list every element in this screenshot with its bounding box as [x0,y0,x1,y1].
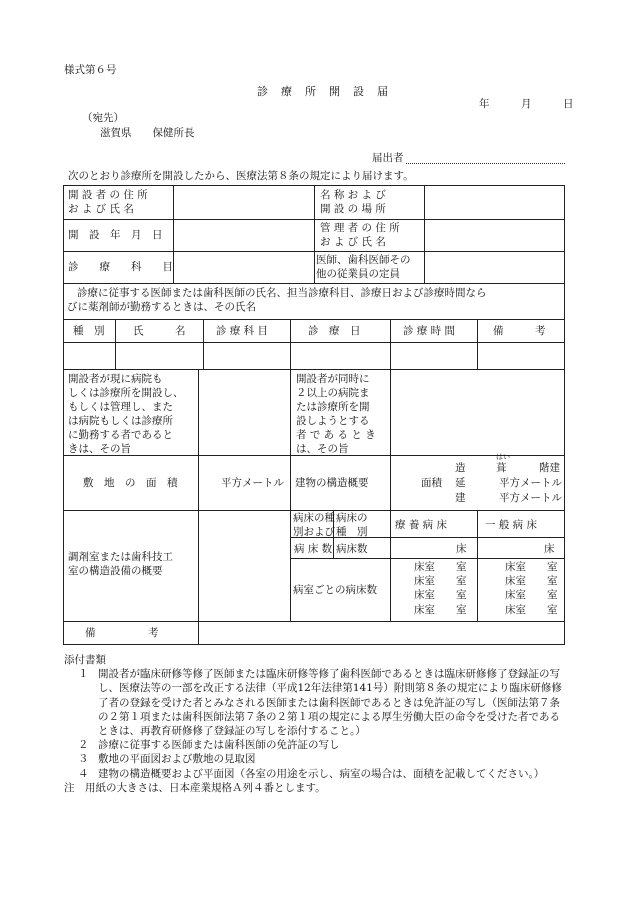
remarks-field[interactable] [199,622,563,643]
staff-row[interactable] [64,343,564,368]
land-area-unit: 平方メートル [221,477,284,489]
departments-field[interactable] [174,252,313,282]
attachment-item: ３ 敷地の平面図および敷地の見取図 [78,753,256,766]
bed-type-label: 病床の種 別および [293,512,335,538]
clinic-name-label: 名 称 お よ び 開 設 の 場 所 [320,189,386,215]
room-bed-label: 病室ごとの病床数 [293,584,377,596]
ippan-bed-label: 一 般 病 床 [485,519,538,531]
attachments-section [64,653,569,795]
manager-address-label: 管 理 者 の 住 所 お よ び 氏 名 [320,222,400,248]
col-type: 種 別 [73,325,105,337]
lab-structure-label: 調剤室または歯科技工 室の構造設備の概要 [68,551,173,577]
attachments-heading: 添付書類 [64,654,106,666]
structure-kai: 階建 [539,462,560,474]
submitter-label: 届出者 [372,152,404,164]
bed-type-label-2: 病床の 種 別 [336,512,368,538]
structure-area: 面積 [421,477,442,489]
building-structure-label: 建物の構造概要 [295,477,369,489]
land-area-label: 敷 地 の 面 積 [83,477,178,489]
clinic-name-field[interactable] [425,186,563,218]
lab-structure-field[interactable] [199,511,289,620]
form-number: 様式第６号 [64,64,117,76]
attachment-item: ２ 診療に従事する医師または歯科医師の免許証の写し [78,739,340,752]
ryoyo-room-lines: 床室 室 床室 室 床室 室 床室 室 [414,561,467,616]
attachment-item: １ 開設者が臨床研修等修了医師または臨床研修等修了歯科医師であるときは臨床研修修了登録証の写し、医療法等の一部を改正する法律（平成12年法律第141号）附則第８条の規定により臨床研修修了者の登録を受けた者とみなされる医師または歯科医師であるときは免許証の写し（医師法第７条の２第１項または歯科医師法第７条の２第１項の規定による厚生労働大臣の命令を受けた者であるときは、再教育研修修了登録証の写しを添付すること。） [78,668,562,738]
structure-zou: 造 [455,462,466,474]
structure-furigana: はい [496,453,510,461]
addressee: 滋賀県 保健所長 [100,127,195,139]
staff-note: 診療に従事する医師または歯科医師の氏名、担当診療科目、診療日および診療時間なら びに薬剤師が勤務するときは、その氏名 [67,287,487,313]
remarks-label: 備 考 [85,627,159,639]
departments-label: 診 療 科 目 [68,261,173,273]
structure-ki: 葺 [496,462,507,474]
col-name: 氏 名 [133,325,186,337]
founder-address-field[interactable] [174,186,313,218]
structure-ken: 建 [455,492,466,504]
ryoyo-bed-unit: 床 [456,543,467,555]
open-date-label: 開 設 年 月 日 [68,229,163,241]
bed-count-label: 病 床 数 [294,543,333,555]
structure-nobe: 延 [455,477,466,489]
submitter-field[interactable] [406,162,565,164]
founder-other-facility-label: 開設者が現に病院も しくは診療所を開設し、 もしくは管理し、また は病院もしくは診療所 に勤務する者であると きは、その旨 [68,373,184,455]
multiple-facility-label: 開設者が同時に ２以上の病院ま たは診療所を開 設しようとする 者 で あ る と き は、その旨 [296,373,376,455]
intro-text: 次のとおり診療所を開設したから、医療法第８条の規定により届けます。 [68,170,414,182]
ippan-room-lines: 床室 室 床室 室 床室 室 床室 室 [505,561,558,616]
application-form-table [63,185,565,645]
staff-capacity-label: 医師、歯科医師その 他の従業員の定員 [316,254,411,280]
attachment-item: ４ 建物の構造概要および平面図（各室の用途を示し、病室の場合は、面積を記載してください。） [78,767,545,780]
structure-unit-ken: 平方メートル [499,492,562,504]
col-hours: 診 療 時 間 [403,325,456,337]
manager-address-field[interactable] [425,220,563,250]
col-days: 診 療 日 [308,325,361,337]
bed-count-label-2: 病床数 [336,543,368,555]
open-date-field[interactable] [174,220,313,250]
staff-capacity-field[interactable] [425,252,563,282]
structure-unit-nobe: 平方メートル [499,477,562,489]
founder-other-facility-field[interactable] [199,370,289,454]
addressee-label: （宛先） [82,112,124,124]
col-remarks: 備 考 [493,325,546,337]
founder-address-label: 開 設 者 の 住 所 お よ び 氏 名 [68,189,148,215]
page-title: 診 療 所 開 設 届 [257,85,389,98]
multiple-facility-field[interactable] [391,370,563,454]
ippan-bed-unit: 床 [544,543,555,555]
ryoyo-bed-label: 療 養 病 床 [395,519,448,531]
paper-size-note: 注 用紙の大きさは、日本産業規格Ａ列４番とします。 [64,781,326,794]
col-department: 診 療 科 目 [216,325,269,337]
date-line: 年 月 日 [479,98,574,110]
